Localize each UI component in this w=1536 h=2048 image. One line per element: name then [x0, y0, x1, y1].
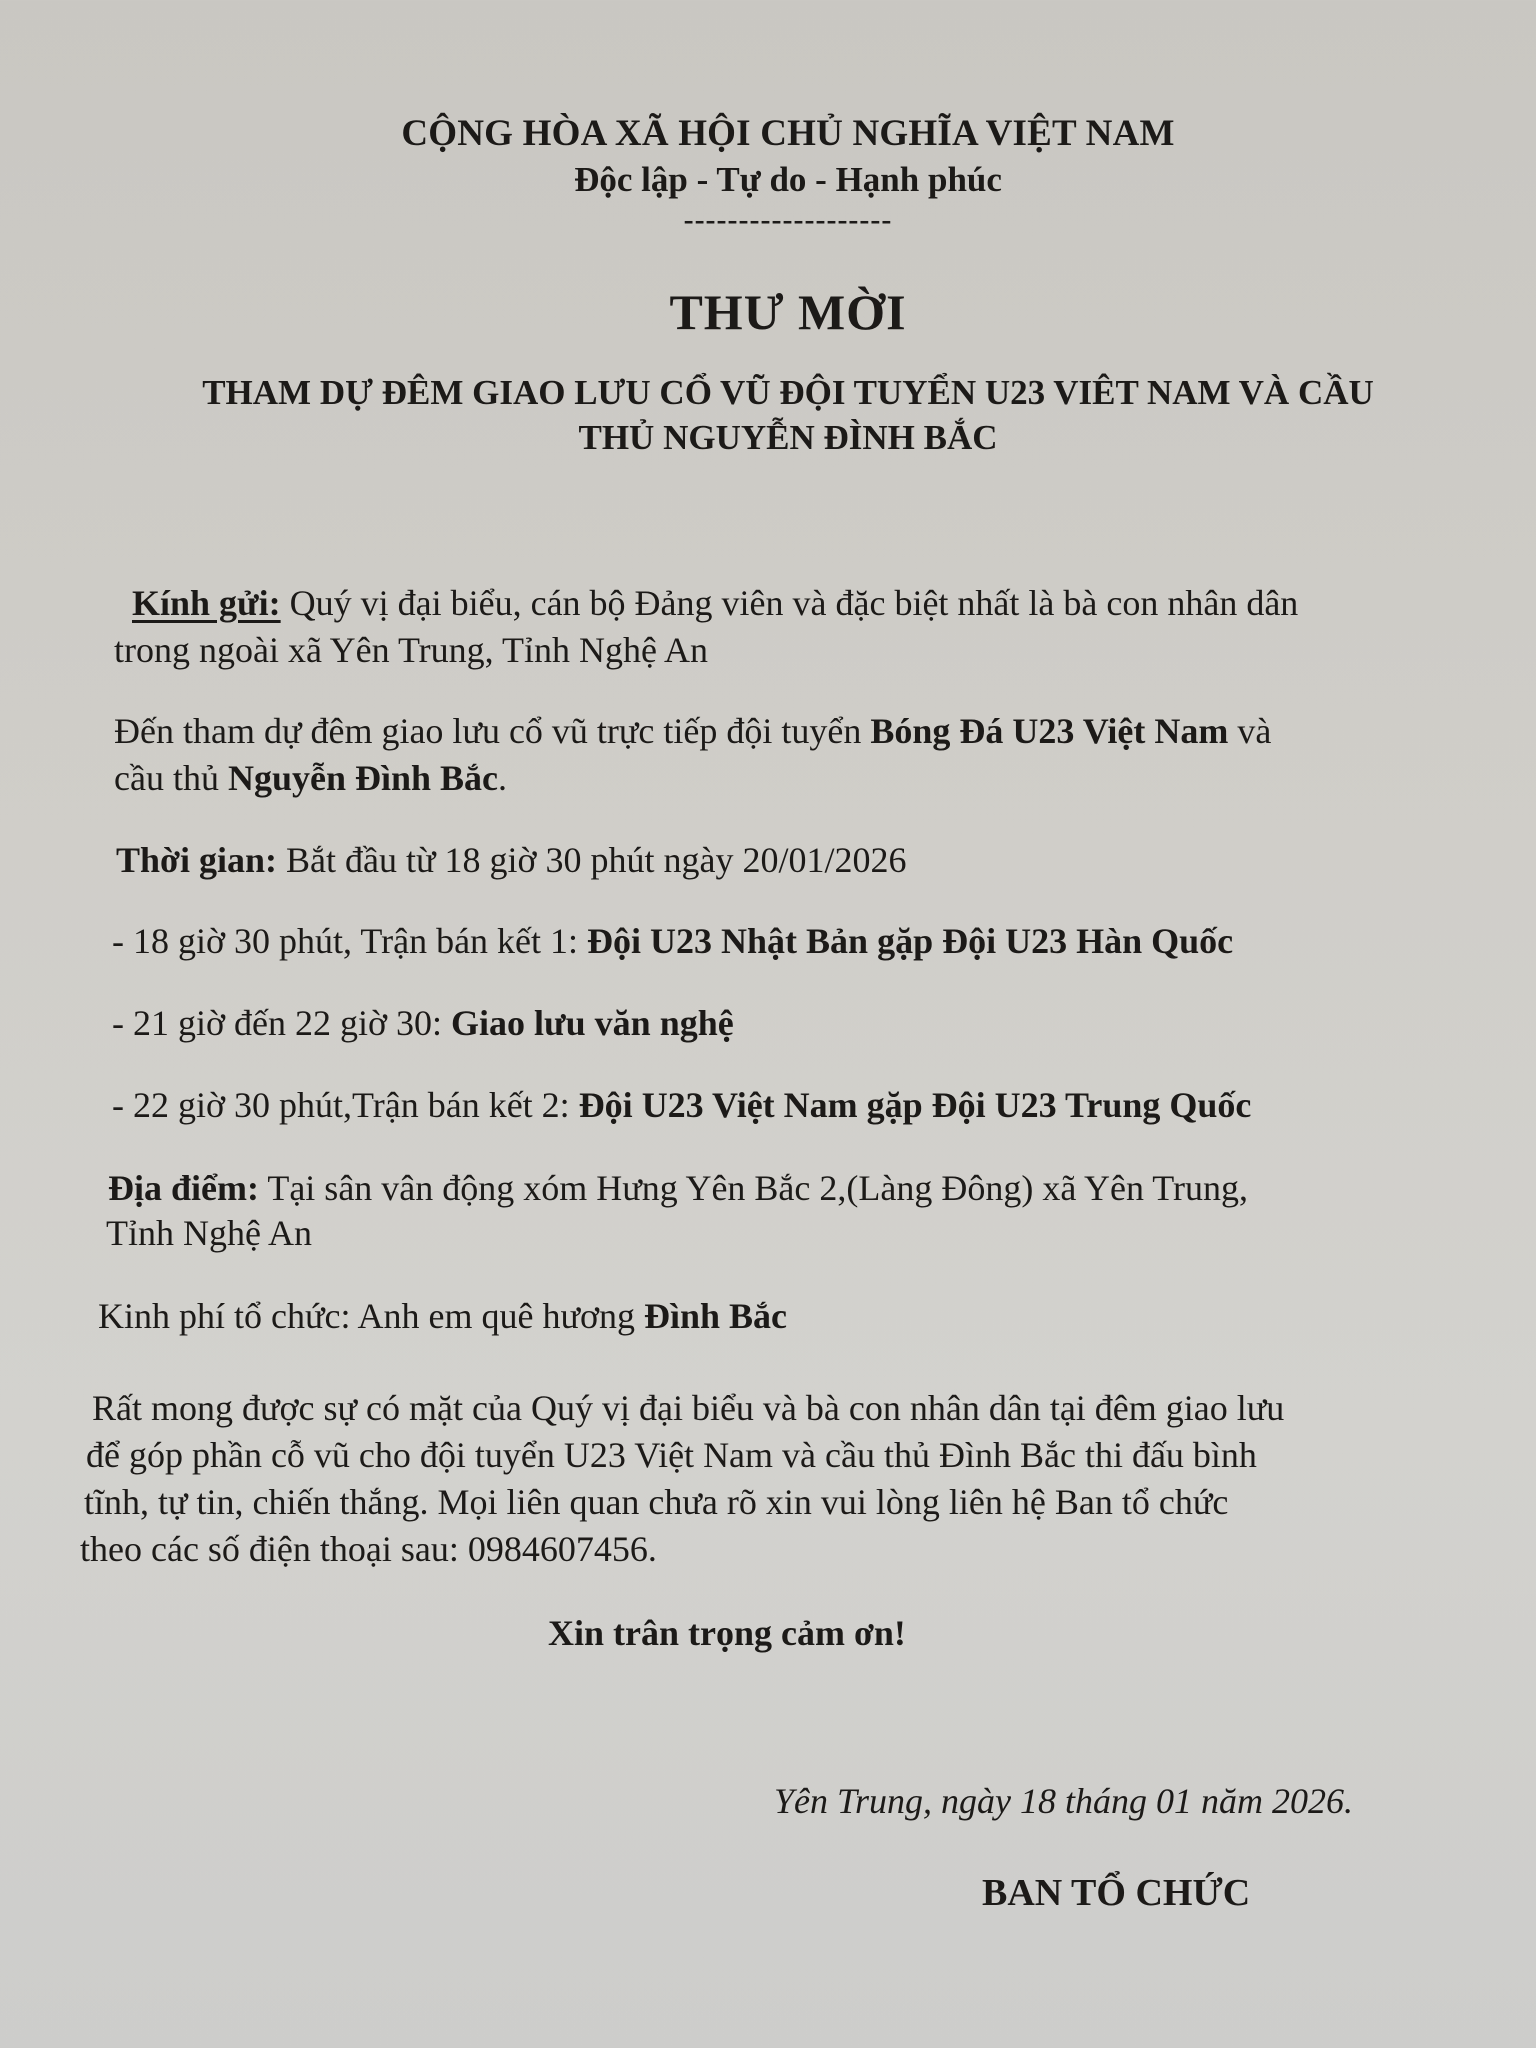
national-motto: Độc lập - Tự do - Hạnh phúc [574, 160, 1002, 199]
invitation-text: . [498, 758, 508, 798]
schedule-event: Đội U23 Nhật Bản gặp Đội U23 Hàn Quốc [587, 921, 1234, 961]
location-line-1 [108, 1165, 1248, 1211]
schedule-item-2 [112, 1000, 734, 1046]
closing-line-2: để góp phần cỗ vũ cho đội tuyển U23 Việt Nam và cầu thủ Đình Bắc thi đấu bình [86, 1435, 1257, 1475]
closing-line-3: tĩnh, tự tin, chiến thắng. Mọi liên quan chưa rõ xin vui lòng liên hệ Ban tổ chức [84, 1482, 1229, 1522]
location-line-2: Tỉnh Nghệ An [106, 1213, 312, 1253]
schedule-event: Đội U23 Việt Nam gặp Đội U23 Trung Quốc [578, 1085, 1252, 1125]
closing-line-4: theo các số điện thoại sau: 0984607456. [80, 1529, 657, 1569]
schedule-event: Giao lưu văn nghệ [451, 1003, 734, 1043]
document-title: THƯ MỜI [669, 284, 907, 340]
funding-line [98, 1293, 787, 1339]
recipient-label: Kính gửi: [132, 583, 281, 623]
schedule-time: - 21 giờ đến 22 giờ 30: [112, 1003, 452, 1043]
thanks-text: Xin trân trọng cảm ơn! [548, 1613, 906, 1653]
schedule-item-1 [112, 918, 1233, 964]
national-title: CỘNG HÒA XÃ HỘI CHỦ NGHĨA VIỆT NAM [401, 113, 1175, 154]
recipient-text: Quý vị đại biểu, cán bộ Đảng viên và đặc biệt nhất là bà con nhân dân [280, 583, 1299, 623]
schedule-time: - 22 giờ 30 phút,Trận bán kết 2: [112, 1085, 579, 1125]
signature-organizer: BAN TỔ CHỨC [982, 1872, 1251, 1914]
invitation-line-2 [114, 755, 507, 801]
team-name: Bóng Đá U23 Việt Nam [870, 711, 1229, 751]
closing-line-1: Rất mong được sự có mặt của Quý vị đại biểu và bà con nhân dân tại đêm giao lưu [92, 1388, 1285, 1428]
invitation-text: cầu thủ [114, 758, 228, 798]
time-value: Bắt đầu từ 18 giờ 30 phút ngày 20/01/2026 [276, 840, 907, 880]
invitation-text: và [1228, 711, 1272, 751]
location-label: Địa điểm: [108, 1168, 259, 1208]
header-separator: ------------------- [683, 203, 893, 236]
schedule-item-3 [112, 1082, 1251, 1128]
recipient-line-1 [132, 580, 1298, 626]
schedule-time: - 18 giờ 30 phút, Trận bán kết 1: [112, 921, 588, 961]
time-line [116, 837, 907, 883]
funding-sponsor: Đình Bắc [644, 1296, 788, 1336]
recipient-line-2: trong ngoài xã Yên Trung, Tỉnh Nghệ An [114, 630, 708, 670]
location-value: Tại sân vân động xóm Hưng Yên Bắc 2,(Làng Đông) xã Yên Trung, [258, 1168, 1249, 1208]
time-label: Thời gian: [116, 840, 277, 880]
invitation-text: Đến tham dự đêm giao lưu cổ vũ trực tiếp đội tuyển [114, 711, 871, 751]
subtitle-line-2: THỦ NGUYỄN ĐÌNH BẮC [578, 418, 998, 457]
invitation-line-1 [114, 708, 1271, 754]
funding-text: Kinh phí tổ chức: Anh em quê hương [98, 1296, 644, 1336]
date-place: Yên Trung, ngày 18 tháng 01 năm 2026. [774, 1781, 1354, 1821]
player-name: Nguyễn Đình Bắc [227, 758, 499, 798]
subtitle-line-1: THAM DỰ ĐÊM GIAO LƯU CỔ VŨ ĐỘI TUYỂN U23 VIÊT NAM VÀ CẦU [202, 373, 1374, 412]
